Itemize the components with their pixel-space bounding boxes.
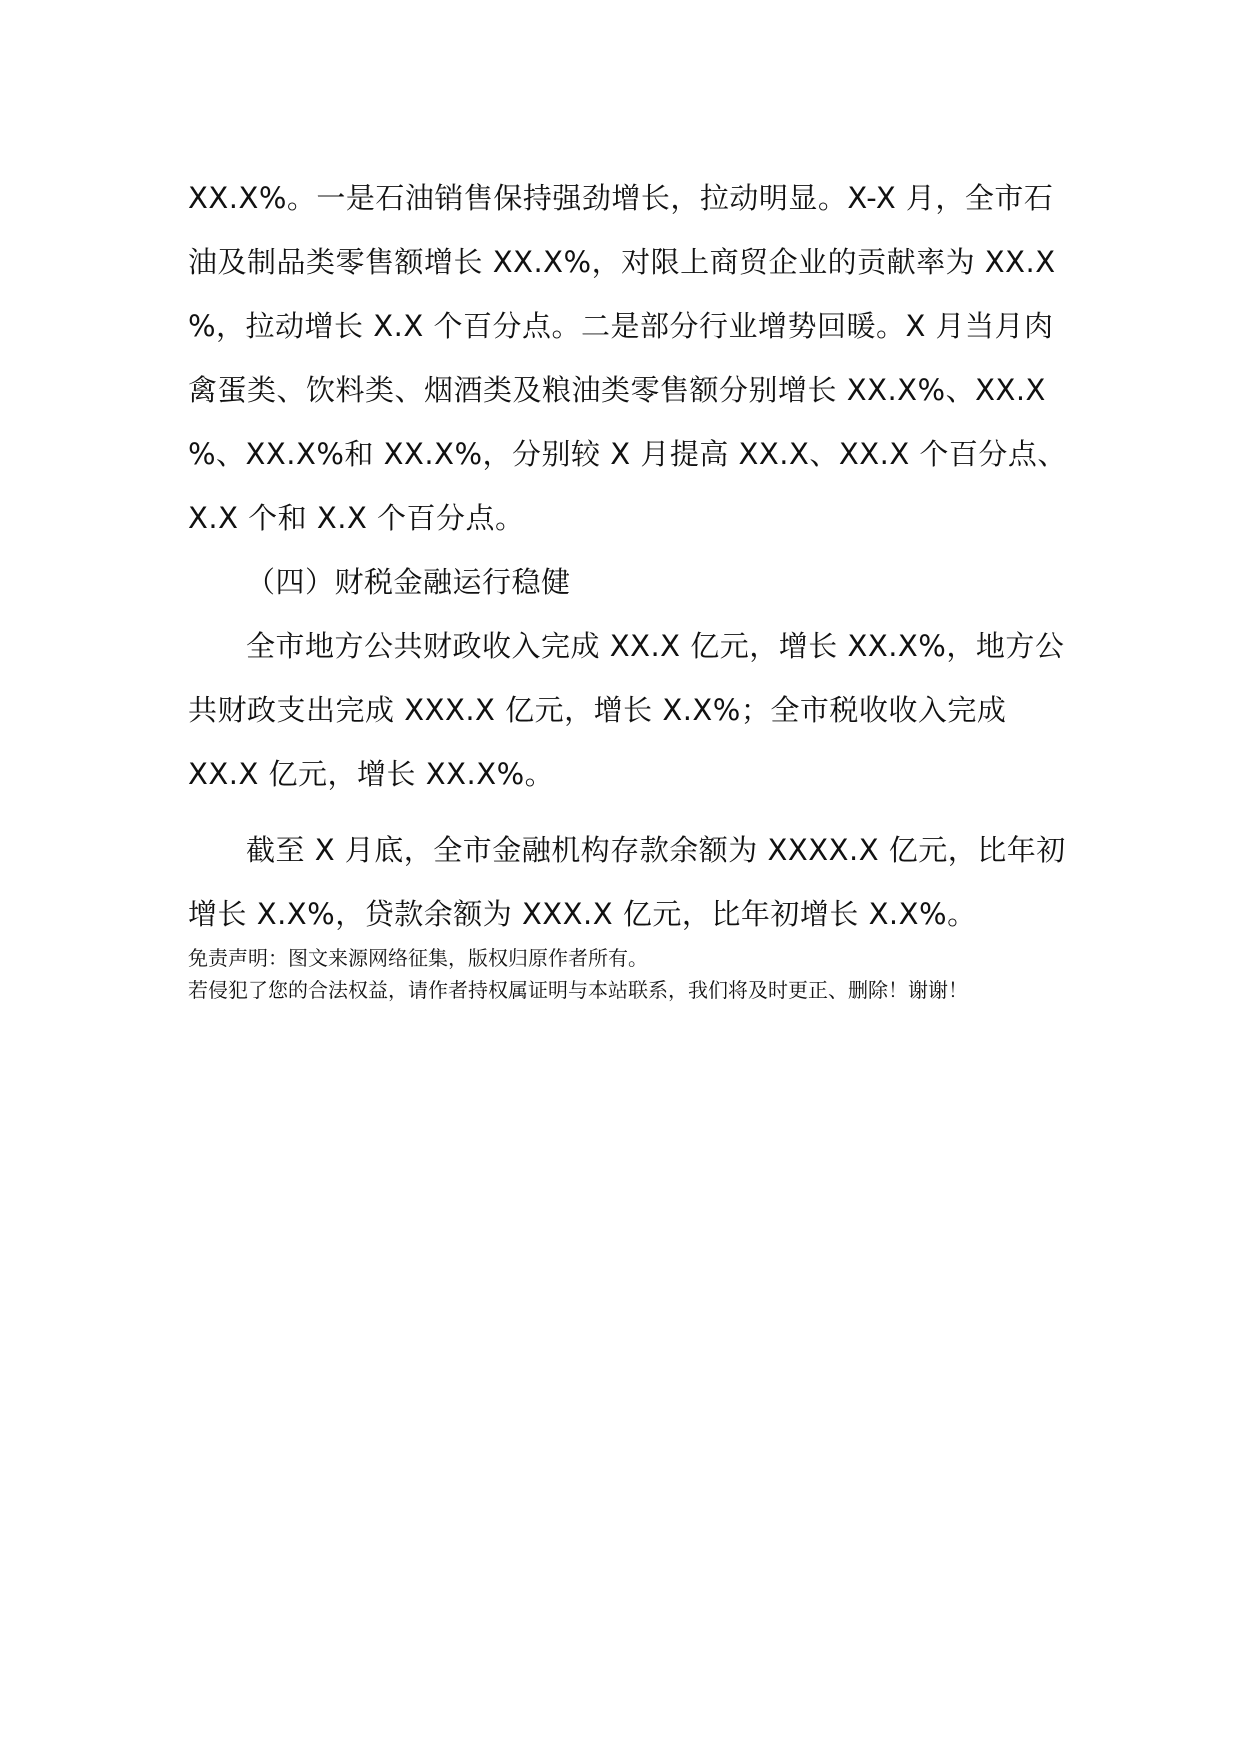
paragraph-retail-sales <box>188 166 1068 550</box>
paragraph-line: XX.X 亿元，增长 XX.X%。 <box>188 757 555 791</box>
paragraph-fiscal <box>188 614 1068 806</box>
paragraph-line: X.X 个和 X.X 个百分点。 <box>188 501 525 535</box>
paragraph-line: %、XX.X%和 XX.X%，分别较 X 月提高 XX.X、XX.X 个百分点、 <box>188 437 1067 471</box>
section-heading-text: （四）财税金融运行稳健 <box>246 565 571 599</box>
paragraph-finance <box>188 818 1068 946</box>
section-heading <box>188 550 1068 614</box>
paragraph-line: 增长 X.X%，贷款余额为 XXX.X 亿元，比年初增长 X.X%。 <box>188 897 977 931</box>
disclaimer <box>188 942 1068 1006</box>
paragraph-line: XX.X%。一是石油销售保持强劲增长，拉动明显。X-X 月，全市石 <box>188 181 1054 215</box>
paragraph-line: 截至 X 月底，全市金融机构存款余额为 XXXX.X 亿元，比年初 <box>246 833 1066 867</box>
paragraph-line: 共财政支出完成 XXX.X 亿元，增长 X.X%；全市税收收入完成 <box>188 693 1007 727</box>
paragraph-line: 全市地方公共财政收入完成 XX.X 亿元，增长 XX.X%，地方公 <box>246 629 1065 663</box>
disclaimer-line: 免责声明：图文来源网络征集，版权归原作者所有。 <box>188 946 648 970</box>
paragraph-line: 油及制品类零售额增长 XX.X%，对限上商贸企业的贡献率为 XX.X <box>188 245 1056 279</box>
paragraph-line: 禽蛋类、饮料类、烟酒类及粮油类零售额分别增长 XX.X%、XX.X <box>188 373 1046 407</box>
disclaimer-line: 若侵犯了您的合法权益，请作者持权属证明与本站联系，我们将及时更正、删除！谢谢！ <box>188 978 968 1002</box>
paragraph-line: %，拉动增长 X.X 个百分点。二是部分行业增势回暖。X 月当月肉 <box>188 309 1054 343</box>
